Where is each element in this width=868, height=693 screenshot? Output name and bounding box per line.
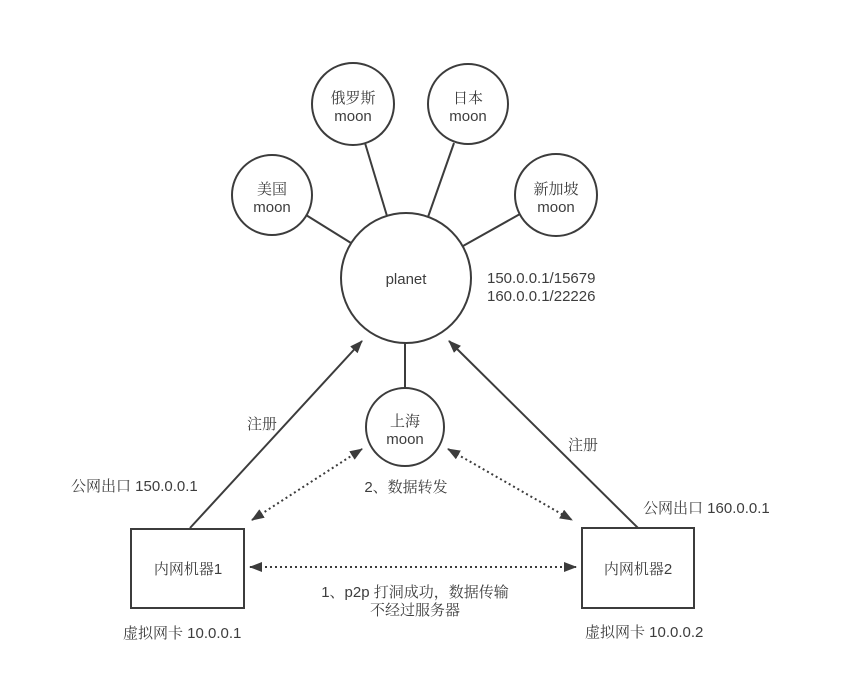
machine1-virtual-nic-label: 虚拟网卡 10.0.0.1 [123,625,242,642]
register-arrow-machine1-to-planet [190,341,362,528]
machine2-public-ip-label: 公网出口 160.0.0.1 [643,500,770,517]
edge-planet-japan-moon [428,143,454,217]
p2p-label-line1: 1、p2p 打洞成功，数据传输 [321,584,509,601]
moon-shanghai-suffix: moon [386,431,424,448]
relay-dotted-arrow-shanghai-machine2 [448,449,572,520]
edge-planet-singapore-moon [463,214,520,246]
moon-singapore-name: 新加坡 [533,181,579,198]
machine1-label: 内网机器1 [153,561,223,578]
moon-shanghai-name: 上海 [389,413,421,430]
edge-planet-usa-moon [306,215,351,243]
moon-japan-name: 日本 [452,90,484,107]
moon-russia-name: 俄罗斯 [330,90,376,107]
relay-label: 2、数据转发 [364,479,448,496]
moon-singapore-suffix: moon [537,199,575,216]
moon-russia-suffix: moon [334,108,372,125]
planet-label: planet [385,271,427,288]
planet-address-line1: 150.0.0.1/15679 [487,270,596,287]
machine2-label: 内网机器2 [603,561,673,578]
machine1-public-ip-label: 公网出口 150.0.0.1 [71,478,198,495]
moon-japan-suffix: moon [449,108,487,125]
machine2-virtual-nic-label: 虚拟网卡 10.0.0.2 [585,624,704,641]
p2p-label-line2: 不经过服务器 [369,602,461,619]
register-arrow-machine2-to-planet [449,341,638,528]
relay-dotted-arrow-machine1-shanghai [252,449,362,520]
edge-planet-russia-moon [365,143,387,216]
moon-usa-suffix: moon [253,199,291,216]
planet-address-line2: 160.0.0.1/22226 [487,288,596,305]
moon-usa-name: 美国 [256,181,288,198]
register-left-label: 注册 [247,416,278,433]
register-right-label: 注册 [568,437,599,454]
